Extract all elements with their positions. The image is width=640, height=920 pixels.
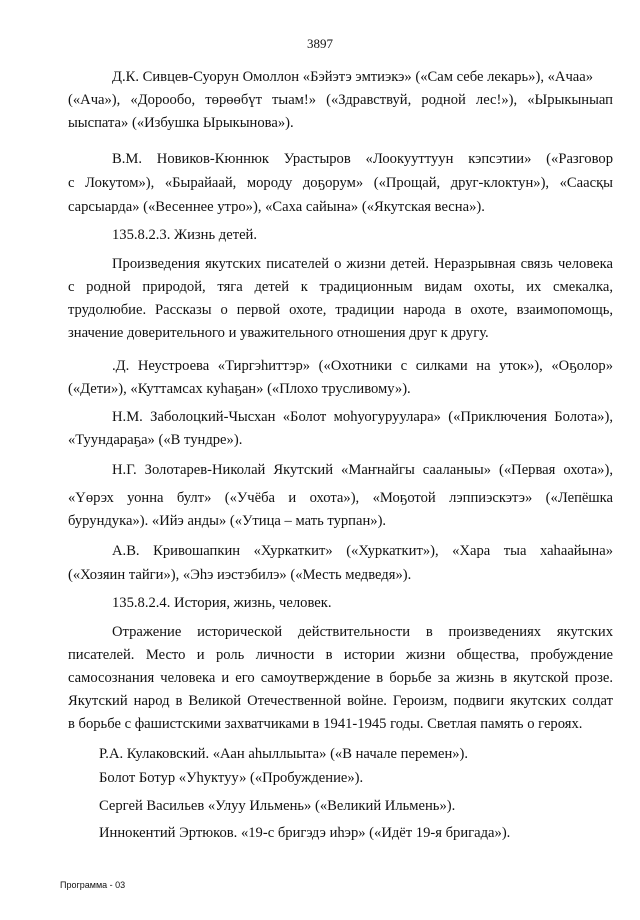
text-line: бурундука»). «Ийэ анды» («Утица – мать турпан»).: [68, 513, 387, 529]
text-line: ыыспата» («Избушка Ырыкынова»).: [68, 115, 294, 131]
text-line: с родной природой, тяга детей к традиционным видам охоты, их смекалка,: [68, 279, 613, 295]
text-line: Отражение исторической действительности в произведениях якутских: [112, 624, 613, 640]
text-line: В.М. Новиков-Кюннюк Урастыров «Лоокууттуун кэпсэтии» («Разговор: [112, 151, 613, 167]
text-line: с Локутом»), «Бырайаай, мороду доҕорум» («Прощай, друг-клоктун»), «Саасқы: [68, 175, 613, 191]
text-line: («Хозяин тайги»), «Эһэ иэстэбилэ» («Месть медведя»).: [68, 567, 412, 583]
text-line: сарсыарда» («Весеннее утро»), «Саха сайына» («Якутская весна»).: [68, 199, 485, 215]
footer-label: Программа - 03: [60, 880, 126, 890]
text-line: значение доверительного и уважительного отношения друг к другу.: [68, 325, 489, 341]
text-line: Сергей Васильев «Улуу Ильмень» («Великий Ильмень»).: [99, 798, 456, 814]
text-line: «Туундараҕа» («В тундре»).: [68, 432, 243, 448]
text-line: Н.М. Заболоцкий-Чысхан «Болот моһуогуруулара» («Приключения Болота»),: [112, 409, 613, 425]
text-line: («Ача»), «Дорообо, төрөөбүт тыам!» («Здравствуй, родной лес!»), «Ырыкыныап: [68, 92, 613, 108]
text-line: Р.А. Кулаковский. «Аан аһыллыыта» («В начале перемен»).: [99, 746, 469, 762]
section-heading: 135.8.2.4. История, жизнь, человек.: [112, 595, 332, 611]
text-line: Якутский народ в Великой Отечественной войне. Героизм, подвиги якутских солдат: [68, 693, 613, 709]
text-line: А.В. Кривошапкин «Хуркаткит» («Хуркаткит»), «Хара тыа хаһаайына»: [112, 543, 613, 559]
text-line: Произведения якутских писателей о жизни детей. Неразрывная связь человека: [112, 256, 613, 272]
text-line: Иннокентий Эртюков. «19-с бригэдэ иһэр» («Идёт 19-я бригада»).: [99, 825, 511, 841]
text-line: «Үөрэх уонна булт» («Учёба и охота»), «Моҕотой лэппиэскэтэ» («Лепёшка: [68, 490, 613, 506]
text-line: трудолюбие. Рассказы о первой охоте, традиции народа в охоте, взаимопомощь,: [68, 302, 613, 318]
text-line: в борьбе с фашистскими захватчиками в 1941-1945 годы. Светлая память о героях.: [68, 716, 583, 732]
text-line: самосознания человека и его самоутверждение в борьбе за жизнь в якутской прозе.: [68, 670, 613, 686]
text-line: Н.Г. Золотарев-Николай Якутский «Маҥнайгы сааланыы» («Первая охота»),: [112, 462, 613, 478]
text-line: Д.К. Сивцев-Суорун Омоллон «Бэйэтэ эмтиэкэ» («Сам себе лекарь»), «Ачаа»: [112, 69, 594, 85]
page-number: 3897: [307, 36, 333, 51]
text-line: писателей. Место и роль личности в истории жизни общества, пробуждение: [68, 647, 613, 663]
section-heading: 135.8.2.3. Жизнь детей.: [112, 227, 258, 243]
text-line: («Дети»), «Куттамсах куһаҕан» («Плохо трусливому»).: [68, 381, 411, 397]
text-line: Болот Ботур «Уһуктуу» («Пробуждение»).: [99, 770, 364, 786]
text-line: .Д. Неустроева «Тиргэһиттэр» («Охотники с силками на уток»), «Оҕолор»: [112, 358, 613, 374]
